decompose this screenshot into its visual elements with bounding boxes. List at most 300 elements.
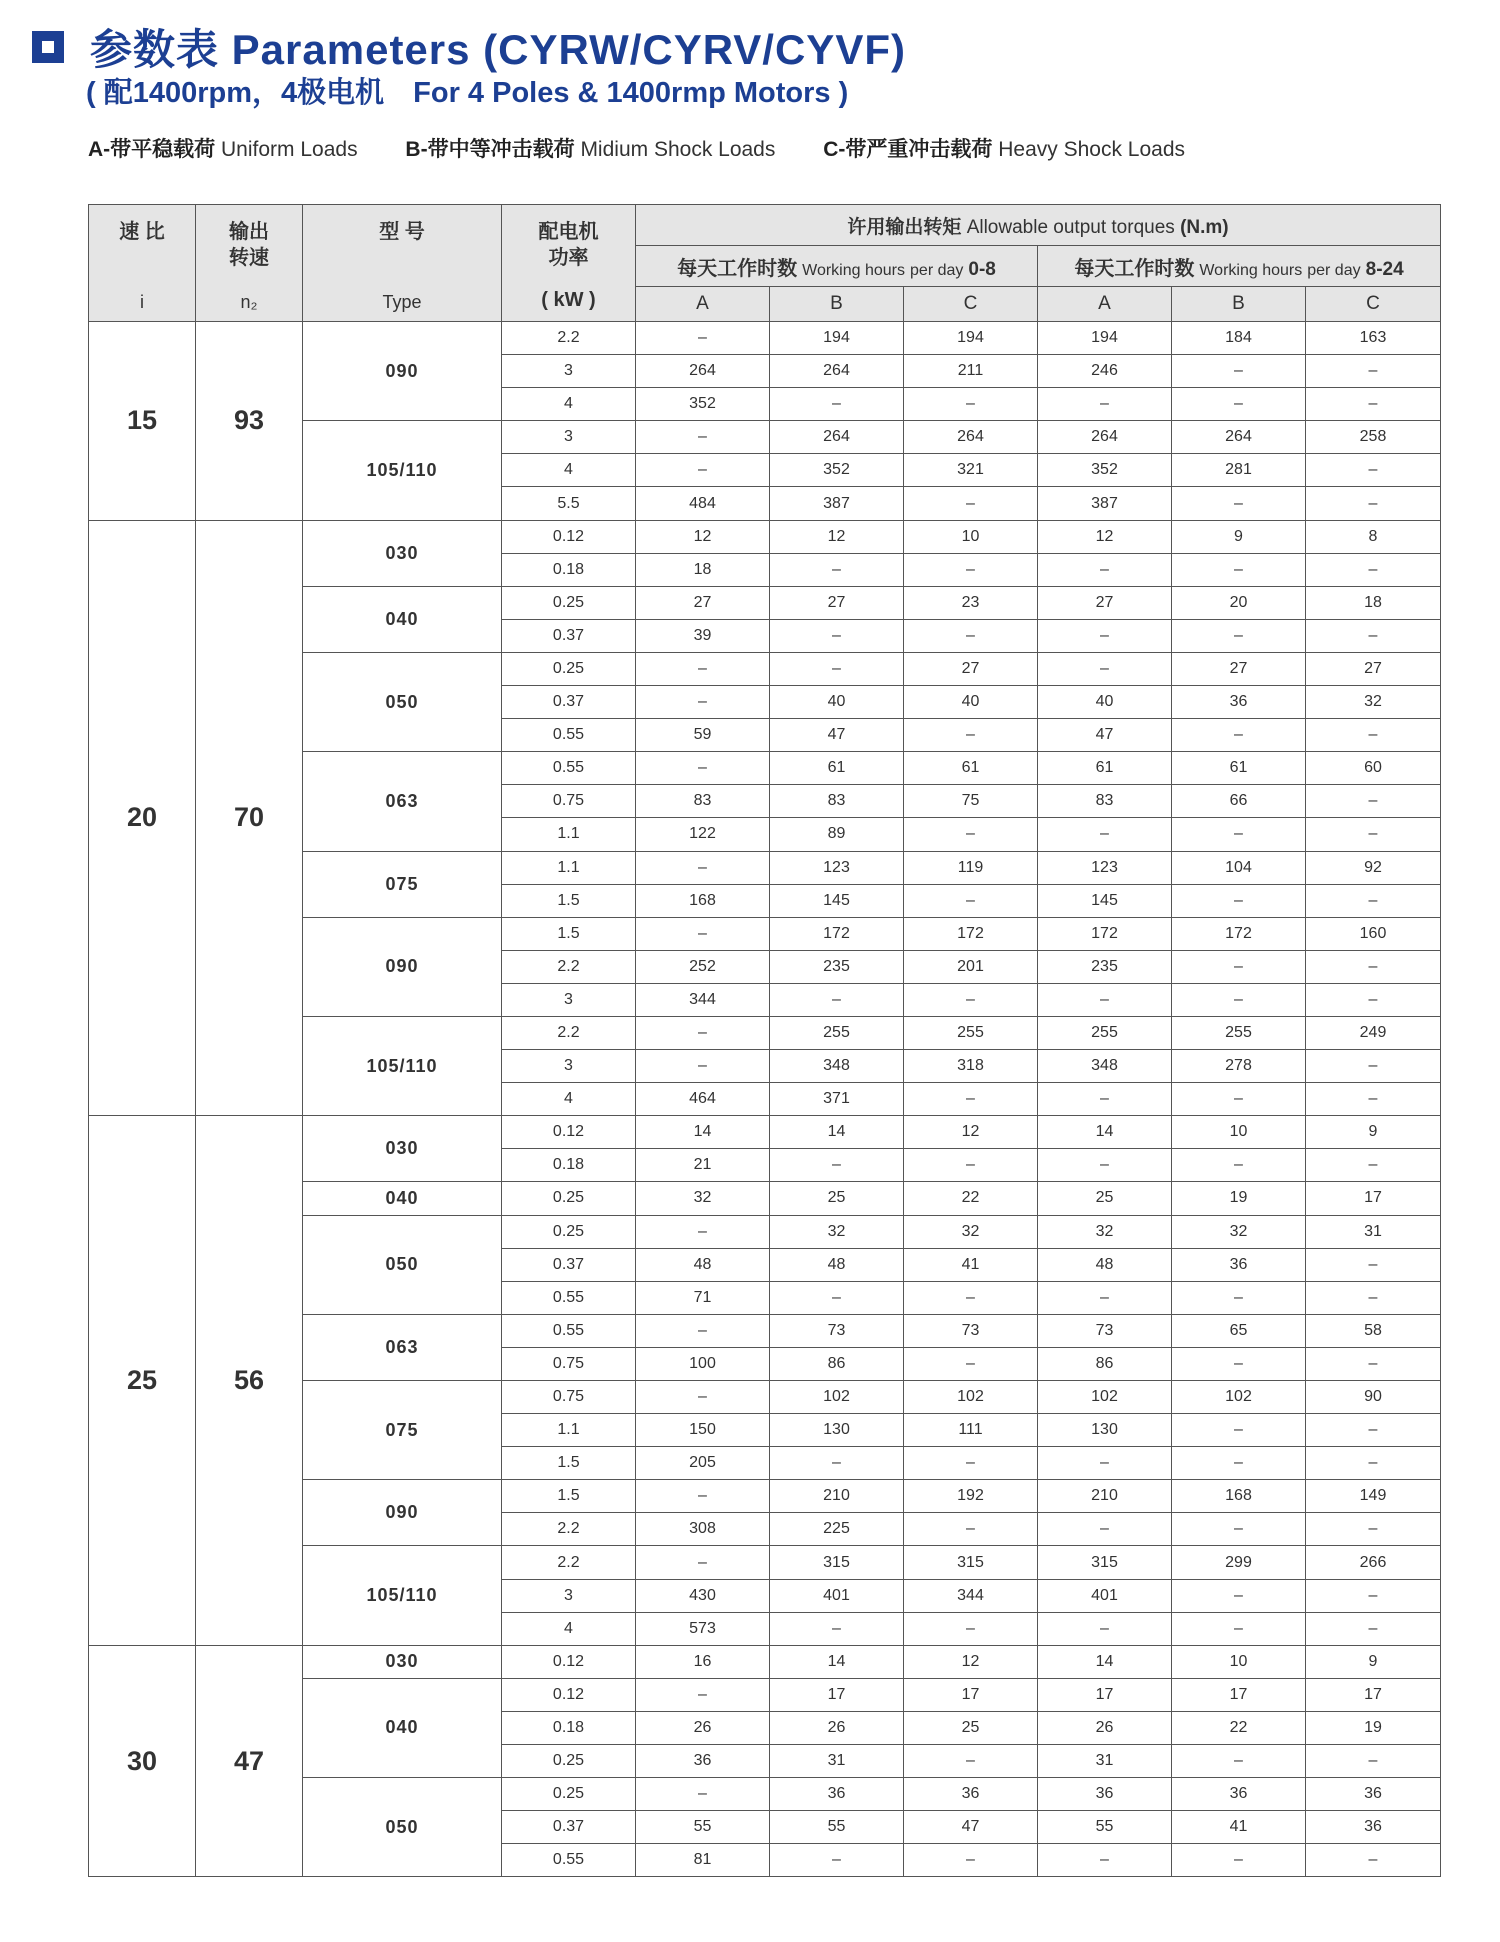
torque-cell: 27 <box>636 586 770 619</box>
torque-cell: – <box>1038 818 1172 851</box>
type-cell: 040 <box>303 586 502 652</box>
torque-cell: – <box>1306 1050 1441 1083</box>
torque-cell: – <box>1306 1579 1441 1612</box>
torque-cell: 12 <box>636 520 770 553</box>
torque-cell: 19 <box>1306 1711 1441 1744</box>
torque-cell: 104 <box>1172 851 1306 884</box>
torque-cell: 348 <box>770 1050 904 1083</box>
torque-cell: 308 <box>636 1513 770 1546</box>
torque-cell: 264 <box>1172 421 1306 454</box>
torque-cell: – <box>770 1447 904 1480</box>
ratio-cell: 25 <box>89 1116 196 1646</box>
torque-cell: 299 <box>1172 1546 1306 1579</box>
torque-cell: 26 <box>636 1711 770 1744</box>
motor-power-cell: 2.2 <box>502 950 636 983</box>
torque-cell: – <box>770 388 904 421</box>
torque-cell: 225 <box>770 1513 904 1546</box>
torque-cell: 281 <box>1172 454 1306 487</box>
torque-cell: 17 <box>1306 1182 1441 1215</box>
parameters-table <box>88 204 1441 1877</box>
torque-cell: 168 <box>1172 1480 1306 1513</box>
motor-power-cell: 1.1 <box>502 851 636 884</box>
torque-cell: 60 <box>1306 752 1441 785</box>
torque-cell: 163 <box>1306 322 1441 355</box>
torque-cell: – <box>1172 1281 1306 1314</box>
torque-cell: 36 <box>1306 1778 1441 1811</box>
torque-cell: – <box>1038 1083 1172 1116</box>
motor-power-cell: 0.25 <box>502 1778 636 1811</box>
torque-cell: – <box>770 652 904 685</box>
torque-cell: 23 <box>904 586 1038 619</box>
motor-power-cell: 1.5 <box>502 884 636 917</box>
torque-cell: 344 <box>636 983 770 1016</box>
table-row <box>89 520 1441 553</box>
torque-cell: – <box>1038 652 1172 685</box>
col-allowable-torques: 许用输出转矩 Allowable output torques (N.m) <box>636 205 1441 246</box>
torque-cell: – <box>1306 1248 1441 1281</box>
motor-power-cell: 0.25 <box>502 1182 636 1215</box>
motor-power-cell: 4 <box>502 1612 636 1645</box>
torque-cell: – <box>636 454 770 487</box>
torque-cell: 83 <box>636 785 770 818</box>
type-cell: 030 <box>303 1116 502 1182</box>
torque-cell: 31 <box>770 1745 904 1778</box>
torque-cell: – <box>636 1546 770 1579</box>
torque-cell: 194 <box>1038 322 1172 355</box>
torque-cell: 352 <box>770 454 904 487</box>
torque-cell: 145 <box>770 884 904 917</box>
torque-cell: 61 <box>904 752 1038 785</box>
motor-power-cell: 3 <box>502 421 636 454</box>
torque-cell: 210 <box>770 1480 904 1513</box>
type-cell: 063 <box>303 1314 502 1380</box>
torque-cell: – <box>904 388 1038 421</box>
torque-cell: 66 <box>1172 785 1306 818</box>
table-header <box>89 205 1441 322</box>
torque-cell: – <box>1306 1083 1441 1116</box>
torque-cell: 246 <box>1038 355 1172 388</box>
torque-cell: 17 <box>1306 1678 1441 1711</box>
torque-cell: – <box>770 1612 904 1645</box>
torque-cell: – <box>1172 355 1306 388</box>
torque-cell: 255 <box>904 1016 1038 1049</box>
torque-cell: 59 <box>636 719 770 752</box>
torque-cell: – <box>770 553 904 586</box>
torque-cell: 55 <box>1038 1811 1172 1844</box>
torque-cell: 119 <box>904 851 1038 884</box>
torque-cell: – <box>1172 619 1306 652</box>
torque-cell: – <box>636 1678 770 1711</box>
col-load-c: C <box>1306 287 1441 322</box>
torque-cell: 32 <box>770 1215 904 1248</box>
ratio-cell: 20 <box>89 520 196 1116</box>
torque-cell: – <box>770 983 904 1016</box>
torque-cell: – <box>1306 1612 1441 1645</box>
torque-cell: – <box>1038 1844 1172 1877</box>
motor-power-cell: 0.37 <box>502 1248 636 1281</box>
load-legend <box>88 133 1227 163</box>
torque-cell: 17 <box>904 1678 1038 1711</box>
motor-power-cell: 0.12 <box>502 1645 636 1678</box>
torque-cell: – <box>1172 1414 1306 1447</box>
torque-cell: 36 <box>1172 1778 1306 1811</box>
type-cell: 090 <box>303 322 502 421</box>
type-cell: 075 <box>303 1381 502 1480</box>
motor-power-cell: 2.2 <box>502 1546 636 1579</box>
torque-cell: 32 <box>904 1215 1038 1248</box>
title-row <box>32 22 906 72</box>
motor-power-cell: 0.37 <box>502 1811 636 1844</box>
col-ratio: 速 比 i <box>89 205 196 322</box>
motor-power-cell: 3 <box>502 1579 636 1612</box>
torque-cell: 92 <box>1306 851 1441 884</box>
torque-cell: 14 <box>1038 1116 1172 1149</box>
torque-cell: 22 <box>1172 1711 1306 1744</box>
torque-cell: – <box>1306 388 1441 421</box>
torque-cell: 123 <box>770 851 904 884</box>
torque-cell: – <box>1172 884 1306 917</box>
torque-cell: 71 <box>636 1281 770 1314</box>
type-cell: 040 <box>303 1182 502 1215</box>
motor-power-cell: 0.25 <box>502 1745 636 1778</box>
torque-cell: – <box>1306 983 1441 1016</box>
motor-power-cell: 1.1 <box>502 1414 636 1447</box>
torque-cell: 194 <box>770 322 904 355</box>
motor-power-cell: 4 <box>502 1083 636 1116</box>
type-cell: 063 <box>303 752 502 851</box>
type-cell: 050 <box>303 1215 502 1314</box>
type-cell: 090 <box>303 1480 502 1546</box>
torque-cell: 315 <box>770 1546 904 1579</box>
torque-cell: 12 <box>904 1116 1038 1149</box>
torque-cell: 102 <box>770 1381 904 1414</box>
torque-cell: 10 <box>904 520 1038 553</box>
torque-cell: 102 <box>904 1381 1038 1414</box>
torque-cell: – <box>1306 1447 1441 1480</box>
motor-power-cell: 2.2 <box>502 1513 636 1546</box>
torque-cell: 48 <box>770 1248 904 1281</box>
torque-cell: – <box>1038 1149 1172 1182</box>
motor-power-cell: 0.12 <box>502 520 636 553</box>
torque-cell: – <box>1306 355 1441 388</box>
torque-cell: 430 <box>636 1579 770 1612</box>
torque-cell: – <box>770 1281 904 1314</box>
torque-cell: 150 <box>636 1414 770 1447</box>
torque-cell: 40 <box>770 686 904 719</box>
torque-cell: – <box>904 1513 1038 1546</box>
torque-cell: 27 <box>904 652 1038 685</box>
torque-cell: 252 <box>636 950 770 983</box>
torque-cell: 16 <box>636 1645 770 1678</box>
torque-cell: 19 <box>1172 1182 1306 1215</box>
torque-cell: 352 <box>636 388 770 421</box>
page-title: 参数表 Parameters (CYRW/CYRV/CYVF) <box>90 26 906 73</box>
torque-cell: 184 <box>1172 322 1306 355</box>
torque-cell: 12 <box>904 1645 1038 1678</box>
torque-cell: – <box>1306 553 1441 586</box>
torque-cell: 102 <box>1172 1381 1306 1414</box>
torque-cell: – <box>1172 1745 1306 1778</box>
output-speed-cell: 93 <box>196 322 303 521</box>
torque-cell: – <box>1172 1612 1306 1645</box>
torque-cell: – <box>1038 553 1172 586</box>
torque-cell: 12 <box>1038 520 1172 553</box>
torque-cell: 8 <box>1306 520 1441 553</box>
torque-cell: – <box>1306 1414 1441 1447</box>
torque-cell: – <box>1038 619 1172 652</box>
motor-power-cell: 0.75 <box>502 1347 636 1380</box>
torque-cell: 17 <box>770 1678 904 1711</box>
torque-cell: – <box>636 917 770 950</box>
table-row <box>89 322 1441 355</box>
torque-cell: 17 <box>1038 1678 1172 1711</box>
torque-cell: – <box>636 421 770 454</box>
motor-power-cell: 3 <box>502 983 636 1016</box>
torque-cell: 100 <box>636 1347 770 1380</box>
legend-item-a: A-带平稳载荷 Uniform Loads <box>88 138 358 161</box>
torque-cell: – <box>904 983 1038 1016</box>
torque-cell: – <box>904 818 1038 851</box>
torque-cell: – <box>1306 1844 1441 1877</box>
torque-cell: – <box>904 1083 1038 1116</box>
col-motor-power: 配电机 功率 ( kW ) <box>502 205 636 322</box>
col-load-a: A <box>636 287 770 322</box>
torque-cell: 348 <box>1038 1050 1172 1083</box>
torque-cell: 32 <box>1038 1215 1172 1248</box>
torque-cell: – <box>1172 1513 1306 1546</box>
torque-cell: – <box>904 1447 1038 1480</box>
ratio-cell: 15 <box>89 322 196 521</box>
type-cell: 105/110 <box>303 1016 502 1115</box>
torque-cell: 315 <box>904 1546 1038 1579</box>
motor-power-cell: 0.25 <box>502 652 636 685</box>
col-hours-0-8: 每天工作时数 Working hours per day 0-8 <box>636 246 1038 287</box>
torque-cell: 27 <box>1172 652 1306 685</box>
torque-cell: 192 <box>904 1480 1038 1513</box>
torque-cell: 73 <box>770 1314 904 1347</box>
table-row <box>89 1116 1441 1149</box>
torque-cell: 149 <box>1306 1480 1441 1513</box>
torque-cell: 17 <box>1172 1678 1306 1711</box>
torque-cell: 387 <box>1038 487 1172 520</box>
torque-cell: – <box>636 322 770 355</box>
torque-cell: 48 <box>636 1248 770 1281</box>
torque-cell: – <box>1038 1612 1172 1645</box>
torque-cell: – <box>904 1347 1038 1380</box>
torque-cell: – <box>1306 454 1441 487</box>
torque-cell: – <box>904 1745 1038 1778</box>
torque-cell: 86 <box>770 1347 904 1380</box>
torque-cell: 130 <box>1038 1414 1172 1447</box>
torque-cell: – <box>636 1381 770 1414</box>
torque-cell: – <box>904 1612 1038 1645</box>
torque-cell: 18 <box>636 553 770 586</box>
ratio-cell: 30 <box>89 1645 196 1877</box>
torque-cell: 255 <box>1172 1016 1306 1049</box>
torque-cell: 75 <box>904 785 1038 818</box>
torque-cell: – <box>770 1844 904 1877</box>
type-cell: 105/110 <box>303 421 502 520</box>
motor-power-cell: 0.18 <box>502 553 636 586</box>
torque-cell: – <box>1306 1745 1441 1778</box>
legend-item-c: C-带严重冲击载荷 Heavy Shock Loads <box>823 138 1186 161</box>
torque-cell: 73 <box>904 1314 1038 1347</box>
torque-cell: – <box>904 884 1038 917</box>
torque-cell: 130 <box>770 1414 904 1447</box>
torque-cell: 168 <box>636 884 770 917</box>
torque-cell: 172 <box>1038 917 1172 950</box>
torque-cell: 27 <box>1038 586 1172 619</box>
torque-cell: 264 <box>770 421 904 454</box>
torque-cell: 32 <box>636 1182 770 1215</box>
torque-cell: 122 <box>636 818 770 851</box>
torque-cell: 81 <box>636 1844 770 1877</box>
torque-cell: 264 <box>1038 421 1172 454</box>
type-cell: 090 <box>303 917 502 1016</box>
type-cell: 030 <box>303 1645 502 1678</box>
torque-cell: – <box>1172 950 1306 983</box>
torque-cell: 32 <box>1306 686 1441 719</box>
torque-cell: – <box>1306 1149 1441 1182</box>
torque-cell: 352 <box>1038 454 1172 487</box>
torque-cell: – <box>1038 1281 1172 1314</box>
torque-cell: 83 <box>770 785 904 818</box>
torque-cell: – <box>1038 1447 1172 1480</box>
torque-cell: 36 <box>1306 1811 1441 1844</box>
torque-cell: 172 <box>770 917 904 950</box>
motor-power-cell: 4 <box>502 388 636 421</box>
torque-cell: 90 <box>1306 1381 1441 1414</box>
type-cell: 075 <box>303 851 502 917</box>
torque-cell: 40 <box>904 686 1038 719</box>
legend-item-b: B-带中等冲击载荷 Midium Shock Loads <box>405 138 776 161</box>
torque-cell: 249 <box>1306 1016 1441 1049</box>
torque-cell: – <box>1038 388 1172 421</box>
torque-cell: 235 <box>770 950 904 983</box>
torque-cell: 86 <box>1038 1347 1172 1380</box>
motor-power-cell: 0.37 <box>502 619 636 652</box>
torque-cell: 36 <box>636 1745 770 1778</box>
torque-cell: 9 <box>1306 1645 1441 1678</box>
torque-cell: – <box>904 1844 1038 1877</box>
torque-cell: 255 <box>770 1016 904 1049</box>
motor-power-cell: 0.55 <box>502 719 636 752</box>
torque-cell: – <box>1306 487 1441 520</box>
motor-power-cell: 1.5 <box>502 1480 636 1513</box>
torque-cell: – <box>636 1778 770 1811</box>
torque-cell: – <box>1306 1513 1441 1546</box>
motor-power-cell: 0.12 <box>502 1116 636 1149</box>
col-type: 型 号 Type <box>303 205 502 322</box>
torque-cell: 41 <box>1172 1811 1306 1844</box>
type-cell: 050 <box>303 652 502 751</box>
torque-cell: – <box>1306 818 1441 851</box>
col-load-c: C <box>904 287 1038 322</box>
torque-cell: 55 <box>770 1811 904 1844</box>
torque-cell: – <box>1306 950 1441 983</box>
motor-power-cell: 0.55 <box>502 1281 636 1314</box>
torque-cell: 145 <box>1038 884 1172 917</box>
motor-power-cell: 0.75 <box>502 1381 636 1414</box>
output-speed-cell: 47 <box>196 1645 303 1877</box>
torque-cell: 58 <box>1306 1314 1441 1347</box>
motor-power-cell: 0.55 <box>502 1314 636 1347</box>
torque-cell: – <box>1306 619 1441 652</box>
type-cell: 105/110 <box>303 1546 502 1645</box>
torque-cell: – <box>1172 818 1306 851</box>
motor-power-cell: 0.18 <box>502 1711 636 1744</box>
torque-cell: – <box>904 553 1038 586</box>
square-bullet-icon <box>32 31 64 63</box>
motor-power-cell: 5.5 <box>502 487 636 520</box>
torque-cell: 14 <box>636 1116 770 1149</box>
torque-cell: 27 <box>770 586 904 619</box>
torque-cell: 264 <box>904 421 1038 454</box>
torque-cell: – <box>1172 1579 1306 1612</box>
torque-cell: 111 <box>904 1414 1038 1447</box>
table-body <box>89 322 1441 1877</box>
torque-cell: – <box>1172 487 1306 520</box>
torque-cell: – <box>636 752 770 785</box>
torque-cell: 102 <box>1038 1381 1172 1414</box>
motor-power-cell: 0.55 <box>502 1844 636 1877</box>
torque-cell: – <box>1172 1844 1306 1877</box>
torque-cell: 315 <box>1038 1546 1172 1579</box>
torque-cell: – <box>904 487 1038 520</box>
torque-cell: – <box>1306 719 1441 752</box>
motor-power-cell: 0.25 <box>502 1215 636 1248</box>
torque-cell: 89 <box>770 818 904 851</box>
motor-power-cell: 0.55 <box>502 752 636 785</box>
torque-cell: 258 <box>1306 421 1441 454</box>
torque-cell: 371 <box>770 1083 904 1116</box>
torque-cell: 9 <box>1172 520 1306 553</box>
motor-power-cell: 0.18 <box>502 1149 636 1182</box>
torque-cell: 47 <box>1038 719 1172 752</box>
torque-cell: 10 <box>1172 1645 1306 1678</box>
torque-cell: 255 <box>1038 1016 1172 1049</box>
torque-cell: 18 <box>1306 586 1441 619</box>
torque-cell: 36 <box>904 1778 1038 1811</box>
torque-cell: 401 <box>1038 1579 1172 1612</box>
torque-cell: – <box>1172 553 1306 586</box>
motor-power-cell: 1.5 <box>502 1447 636 1480</box>
torque-cell: 26 <box>770 1711 904 1744</box>
torque-cell: 14 <box>1038 1645 1172 1678</box>
torque-cell: 22 <box>904 1182 1038 1215</box>
torque-cell: – <box>904 619 1038 652</box>
torque-cell: 20 <box>1172 586 1306 619</box>
torque-cell: 26 <box>1038 1711 1172 1744</box>
torque-cell: – <box>1306 785 1441 818</box>
torque-cell: 194 <box>904 322 1038 355</box>
torque-cell: 25 <box>904 1711 1038 1744</box>
torque-cell: – <box>636 1480 770 1513</box>
torque-cell: 264 <box>770 355 904 388</box>
torque-cell: – <box>636 686 770 719</box>
torque-cell: 205 <box>636 1447 770 1480</box>
type-cell: 040 <box>303 1678 502 1777</box>
torque-cell: 73 <box>1038 1314 1172 1347</box>
torque-cell: – <box>1172 388 1306 421</box>
motor-power-cell: 0.12 <box>502 1678 636 1711</box>
torque-cell: – <box>1306 1347 1441 1380</box>
motor-power-cell: 0.75 <box>502 785 636 818</box>
torque-cell: 123 <box>1038 851 1172 884</box>
output-speed-cell: 70 <box>196 520 303 1116</box>
torque-cell: 9 <box>1306 1116 1441 1149</box>
torque-cell: 48 <box>1038 1248 1172 1281</box>
